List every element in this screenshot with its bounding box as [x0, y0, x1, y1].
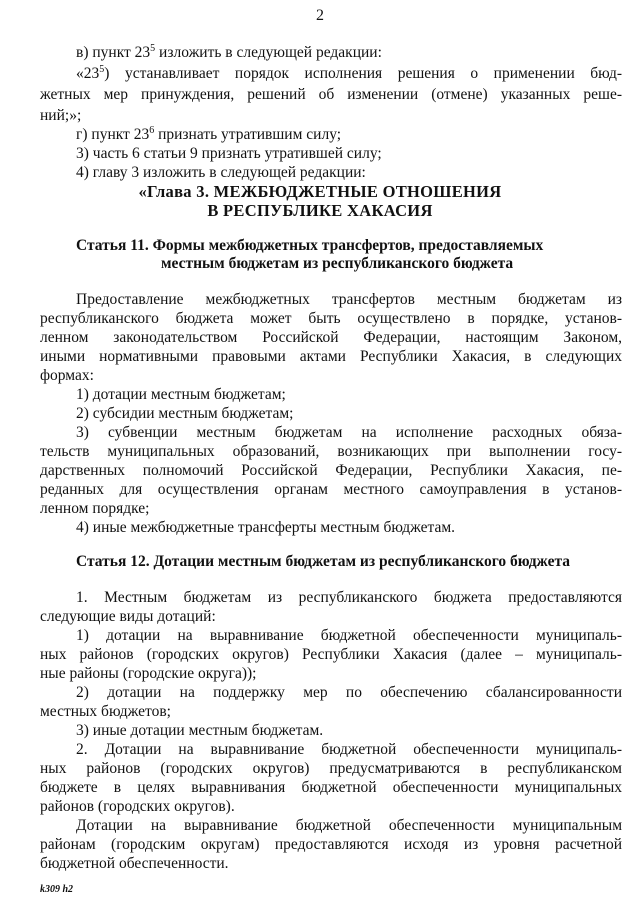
chapter-heading: «Глава 3. МЕЖБЮДЖЕТНЫЕ ОТНОШЕНИЯ [138, 182, 502, 201]
article-line: районам (городским округам) предоставляются исходя из уровня расчетной [40, 836, 622, 853]
article-line: дарственных полномочий Российской Федерации, Республики Хакасия, пе- [40, 462, 622, 479]
footer-code: k309 h2 [40, 884, 74, 895]
article-title: местным бюджетам из республиканского бюджета [161, 255, 514, 272]
amend-line: г) пункт $23^6$ признать утратившим силу; [76, 125, 342, 143]
article-line: 2) субсидии местным бюджетам; [76, 405, 294, 422]
amend-line: жетных мер принуждения, решений об изменении (отмене) указанных реше- [40, 86, 622, 103]
article-line: следующие виды дотаций: [40, 608, 216, 625]
article-line: реданных для осуществления органам местного самоуправления в установ- [40, 481, 622, 498]
article-line: 2. Дотации на выравнивание бюджетной обеспеченности муниципаль- [76, 741, 622, 758]
article-line: ных районов (городских округов) предусматриваются в республиканском [40, 760, 622, 777]
article-line: местных бюджетов; [40, 703, 171, 720]
article-title: Статья 11. Формы межбюджетных трансфертов, предоставляемых [76, 237, 544, 254]
article-line: республиканского бюджета может быть осуществлено в порядке, установ- [40, 310, 622, 327]
article-line: районов (городских округов). [40, 798, 235, 815]
article-title: Статья 12. Дотации местным бюджетам из республиканского бюджета [76, 553, 571, 570]
article-line: 1. Местным бюджетам из республиканского бюджета предоставляются [76, 589, 622, 606]
article-line: 3) субвенции местным бюджетам на исполнение расходных обяза- [76, 424, 622, 441]
article-line: 4) иные межбюджетные трансферты местным бюджетам. [76, 519, 456, 536]
article-line: Предоставление межбюджетных трансфертов местным бюджетам из [76, 291, 622, 308]
amend-line: ний;»; [40, 107, 82, 124]
page-number: 2 [316, 7, 324, 24]
article-line: ных районов (городских округов) Республики Хакасия (далее – муниципаль- [40, 646, 622, 663]
article-line: формах: [40, 367, 94, 384]
amend-line: 4) главу 3 изложить в следующей редакции: [76, 164, 366, 181]
article-line: ленном законодательством Российской Федерации, настоящим Законом, [40, 329, 622, 346]
article-line: Дотации на выравнивание бюджетной обеспеченности муниципальным [76, 817, 622, 834]
article-line: ные районы (городские округа)); [40, 665, 257, 682]
amend-line: «$23^5$) устанавливает порядок исполнения решения о применении бюд- [76, 64, 622, 82]
amend-line: 3) часть 6 статьи 9 признать утратившей силу; [76, 145, 382, 162]
chapter-heading: В РЕСПУБЛИКЕ ХАКАСИЯ [207, 201, 433, 220]
article-line: бюджете в целях выравнивания бюджетной обеспеченности муниципальных [40, 779, 622, 796]
article-line: 3) иные дотации местным бюджетам. [76, 722, 324, 739]
article-line: иными нормативными правовыми актами Республики Хакасия, в следующих [40, 348, 622, 365]
article-line: 2) дотации на поддержку мер по обеспечению сбалансированности [76, 684, 622, 701]
article-line: 1) дотации местным бюджетам; [76, 386, 286, 403]
article-line: ленном порядке; [40, 500, 150, 517]
amend-line: в) пункт $23^5$ изложить в следующей редакции: [76, 43, 382, 61]
article-line: бюджетной обеспеченности. [40, 855, 229, 872]
article-line: 1) дотации на выравнивание бюджетной обеспеченности муниципаль- [76, 627, 622, 644]
article-line: тельств муниципальных образований, возникающих при выполнении госу- [40, 443, 622, 460]
